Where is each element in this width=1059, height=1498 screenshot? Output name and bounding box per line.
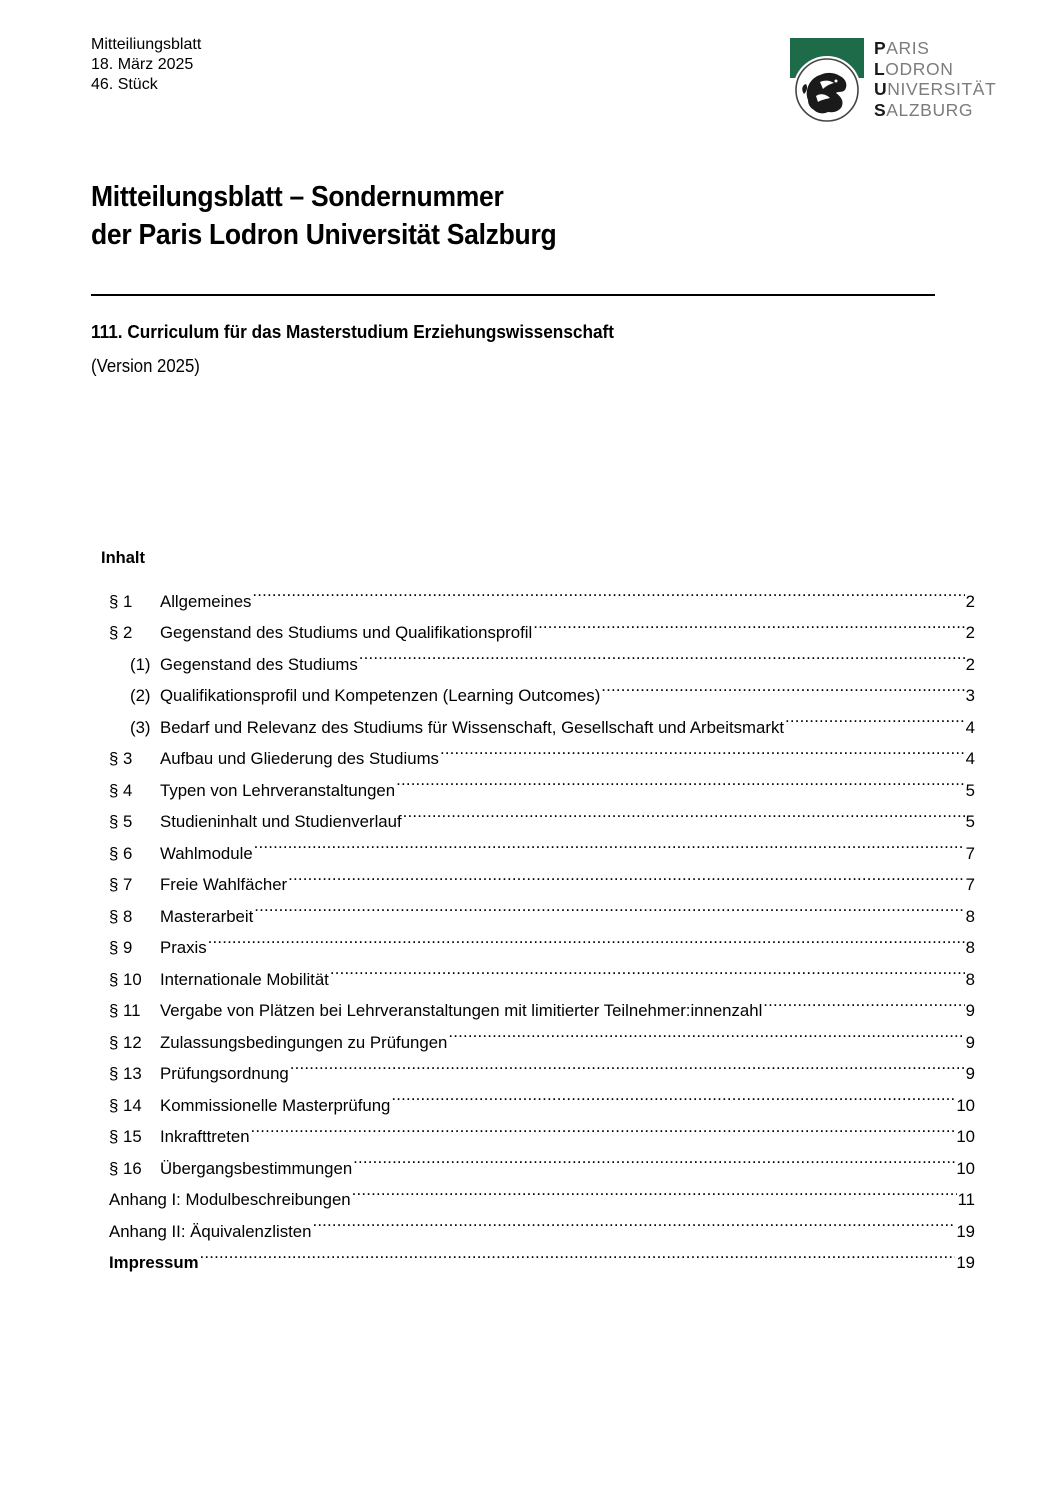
toc-entry-page: 8 [965,938,975,957]
toc-entry-page: 2 [965,623,975,642]
toc-entry-page: 8 [965,969,975,989]
toc-entry-page: 2 [965,591,975,611]
toc-entry-number: § 3 [109,749,133,768]
toc-entry-number: § 12 [109,1032,142,1052]
toc-entry-page: 4 [965,749,975,768]
toc-entry-number: § 15 [109,1127,142,1146]
toc-entry-number: § 6 [109,843,133,863]
toc-entry-page: 10 [956,1158,975,1178]
toc-entry-number: § 8 [109,906,133,926]
toc-entry-label: Praxis [160,938,207,957]
toc-entry-number: (2) [130,686,151,705]
toc-dot-leader [448,1016,964,1048]
toc-entry-label: Anhang II: Äquivalenzlisten [109,1221,312,1241]
table-of-contents [109,575,975,1272]
publication-name: Mitteiliungsblatt [91,36,202,53]
toc-entry-number: § 4 [109,780,133,800]
toc-entry-label: Internationale Mobilität [160,969,329,989]
toc-entry-label: Übergangsbestimmungen [160,1158,353,1178]
toc-entry-number: (1) [130,654,151,674]
toc-dot-leader [254,827,965,859]
toc-entry-label: Qualifikationsprofil und Kompetenzen (Learning Outcomes) [160,686,601,705]
toc-entry-number: § 14 [109,1095,142,1115]
toc-entry-page: 7 [965,875,975,894]
toc-entry-label: Inkrafttreten [160,1127,250,1146]
toc-dot-leader [396,764,965,796]
toc-entry-label: Masterarbeit [160,906,254,926]
toc-entry-page: 2 [965,654,975,674]
toc-entry-label: Allgemeines [160,591,252,611]
toc-entry-number: § 7 [109,875,133,894]
toc-entry-page: 8 [965,906,975,926]
toc-entry[interactable] [109,922,975,957]
toc-entry[interactable] [109,575,975,611]
toc-entry-number: § 9 [109,938,133,957]
toc-entry-label: Aufbau und Gliederung des Studiums [160,749,439,768]
toc-entry-page: 4 [965,717,975,737]
toc-entry-page: 9 [965,1032,975,1052]
toc-entry-number: § 10 [109,969,142,989]
toc-entry-page: 11 [957,1190,975,1209]
title-line-2: der Paris Lodron Universität Salzburg [91,219,557,251]
horizontal-divider [91,294,935,296]
toc-entry-label: Gegenstand des Studiums und Qualifikationsprofil [160,623,533,642]
toc-dot-leader [252,575,964,607]
toc-entry-label: Impressum [109,1253,199,1272]
toc-entry-page: 5 [965,780,975,800]
toc-dot-leader [763,985,964,1017]
university-logo [790,38,1002,122]
toc-entry-number: § 1 [109,591,133,611]
toc-entry-label: Vergabe von Plätzen bei Lehrveranstaltungen mit limitierter Teilnehmer:innenzahl [160,1001,763,1020]
toc-entry-number: (3) [130,717,151,737]
toc-dot-leader [254,890,964,922]
toc-entry-page: 19 [956,1253,975,1272]
page-title [91,178,556,254]
logo-wordmark: PARIS LODRON UNIVERSITÄT SALZBURG [874,38,997,120]
toc-entry-page: 9 [965,1064,975,1083]
toc-dot-leader [352,1174,957,1206]
toc-dot-leader [533,607,964,639]
toc-entry-label: Freie Wahlfächer [160,875,288,894]
toc-dot-leader [312,1205,955,1237]
document-meta [91,35,201,95]
toc-entry-label: Gegenstand des Studiums [160,654,358,674]
toc-heading: Inhalt [101,549,145,567]
toc-dot-leader [601,670,964,702]
document-subtitle: 111. Curriculum für das Masterstudium Erziehungswissenschaft [91,321,614,342]
toc-entry-label: Anhang I: Modulbeschreibungen [109,1190,351,1209]
toc-entry-page: 3 [965,686,975,705]
toc-entry-label: Prüfungsordnung [160,1064,289,1083]
toc-entry-label: Bedarf und Relevanz des Studiums für Wissenschaft, Gesellschaft und Arbeitsmarkt [160,717,784,737]
toc-dot-leader [785,701,965,733]
toc-entry-page: 7 [965,843,975,863]
toc-entry-page: 9 [965,1001,975,1020]
toc-entry-number: § 5 [109,812,133,831]
toc-dot-leader [330,953,965,985]
toc-entry-label: Zulassungsbedingungen zu Prüfungen [160,1032,448,1052]
toc-entry-label: Wahlmodule [160,843,253,863]
toc-dot-leader [353,1142,955,1174]
lion-seal-icon [790,38,870,122]
toc-dot-leader [288,859,965,891]
title-line-1: Mitteilungsblatt – Sondernummer [91,181,504,213]
toc-entry-number: § 2 [109,623,133,642]
toc-dot-leader [208,922,965,954]
toc-entry-label: Typen von Lehrveranstaltungen [160,780,396,800]
toc-dot-leader [359,638,965,670]
toc-dot-leader [290,1048,965,1080]
toc-dot-leader [391,1079,955,1111]
toc-dot-leader [403,796,965,828]
toc-entry-page: 19 [956,1221,975,1241]
toc-entry-page: 5 [965,812,975,831]
toc-entry[interactable] [109,953,975,989]
toc-entry-page: 10 [956,1127,975,1146]
toc-entry-label: Studieninhalt und Studienverlauf [160,812,402,831]
toc-entry-number: § 11 [109,1001,141,1020]
toc-entry-label: Kommissionelle Masterprüfung [160,1095,391,1115]
toc-dot-leader [251,1111,956,1143]
toc-entry-number: § 16 [109,1158,142,1178]
toc-entry[interactable] [109,1237,975,1272]
toc-dot-leader [200,1237,956,1269]
toc-dot-leader [440,733,965,765]
toc-entry-number: § 13 [109,1064,142,1083]
publication-date: 18. März 2025 [91,56,194,73]
toc-entry-page: 10 [956,1095,975,1115]
issue-number: 46. Stück [91,76,158,93]
document-version: (Version 2025) [91,356,200,376]
